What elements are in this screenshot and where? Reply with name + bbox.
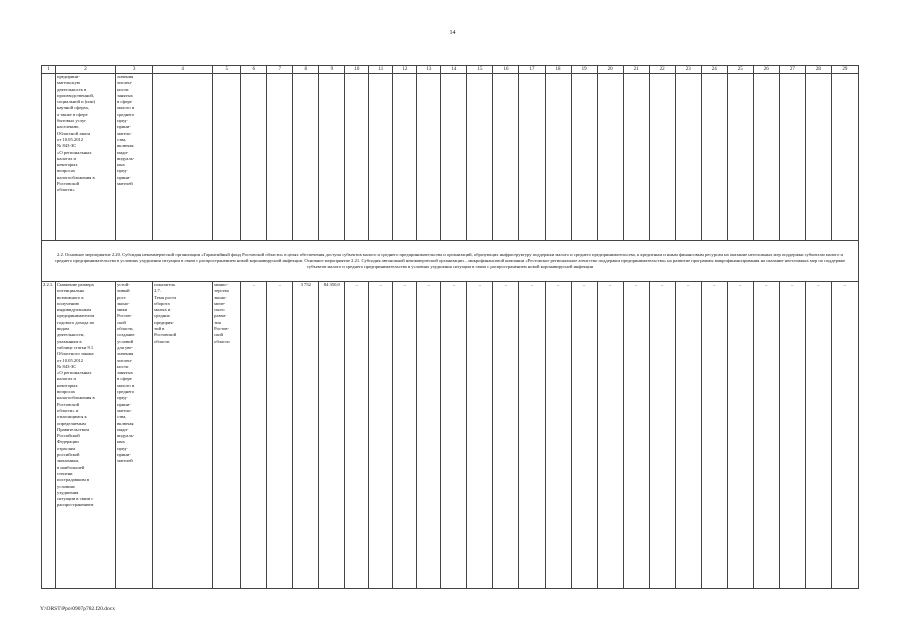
column-header: 6	[241, 66, 267, 74]
table-cell: устой- чивый рост эконо- мики Ростов- ской области, создание условий для уве- личения числен- ности занятых в сфере малого и среднего пред- прини- матель- ства, включая инди- видуаль- ных пред- прини- мателей	[116, 282, 153, 589]
table-cell: –	[393, 282, 417, 589]
column-header: 8	[293, 66, 319, 74]
column-header: 27	[779, 66, 805, 74]
table-cell	[831, 74, 858, 241]
table-cell: Снижение размера потенциально возможного к получению индивидуальным предпринимателем годового дохода по видам деятельности, указанным в таблице статьи 9.1 Областного закона от 10.05.2012 № 843-ЗС «О региональных налогах и некоторых вопросах налогообложения в Ростовской области» и относящимся к определяемым Правительством Российской Федерации отраслям российской экономики, в наибольшей степени пострадавшим в условиях ухудшения ситуации в связи с распространением	[56, 282, 116, 589]
row-number: 2.2.1.	[42, 282, 56, 589]
column-header: 20	[597, 66, 623, 74]
column-header: 10	[345, 66, 369, 74]
table-cell: –	[779, 282, 805, 589]
column-header: 28	[805, 66, 831, 74]
table-cell	[701, 74, 727, 241]
table-cell: –	[241, 282, 267, 589]
table-cell: личения числен- ности занятых в сфере малого и среднего пред- прини- матель- ства, включая инди- видуаль- ных пред- прини- мателей	[116, 74, 153, 241]
table-cell	[779, 74, 805, 241]
column-header: 12	[393, 66, 417, 74]
column-header: 5	[213, 66, 241, 74]
table-cell	[571, 74, 597, 241]
table-cell: предприни- мательскую деятельность в производственной, социальной и (или) научной сферах, а также в сфере бытовых услуг населению, Областной закон от 10.05.2012 № 843-ЗС «О региональных налогах и некоторых вопросах налогообложения в Ростовской области»	[56, 74, 116, 241]
table-cell: –	[701, 282, 727, 589]
table-cell	[345, 74, 369, 241]
table-cell	[467, 74, 493, 241]
table-cell: –	[369, 282, 393, 589]
table-cell: –	[727, 282, 753, 589]
table-cell	[727, 74, 753, 241]
column-header: 18	[545, 66, 571, 74]
column-header: 21	[623, 66, 649, 74]
table-cell	[267, 74, 293, 241]
table-cell	[393, 74, 417, 241]
table-cell	[649, 74, 675, 241]
table-cell	[597, 74, 623, 241]
table-cell	[675, 74, 701, 241]
column-number-row	[42, 66, 859, 74]
table-cell: –	[831, 282, 858, 589]
table-cell	[42, 74, 56, 241]
column-header: 14	[441, 66, 467, 74]
table-cell: –	[493, 282, 519, 589]
column-header: 7	[267, 66, 293, 74]
table-cell	[293, 74, 319, 241]
program-table	[41, 65, 859, 589]
table-cell: –	[597, 282, 623, 589]
table-cell	[545, 74, 571, 241]
column-header: 13	[417, 66, 441, 74]
column-header: 25	[727, 66, 753, 74]
column-header: 1	[42, 66, 56, 74]
table-cell	[153, 74, 213, 241]
column-header: 22	[649, 66, 675, 74]
table-cell	[319, 74, 345, 241]
table-cell: –	[519, 282, 545, 589]
table-cell: минис- терство эконо- миче- ского разви- тия Ростов- ской области	[213, 282, 241, 589]
section-heading: 2.2. Основное мероприятие 2.20. Субсидия некоммерческой организации «Гарантийный фонд Ростовской области» в целях обеспечения доступа субъектов малого и среднего предпринимательства и организаций, образующих инфраструктуру поддержки малого и среднего предпринимательства, к кредитным и иным финансовым ресурсам на оказание неотложных мер поддержки субъектам малого и среднего предпринимательства в условиях ухудшения ситуации в связи с распространением новой коронавирусной инфекции. Основное мероприятие 2.21. Субсидия автономной некоммерческой организации – микрофинансовой компании «Ростовское региональное агентство поддержки предпринимательства» на развитие программы микрофинансирования на оказание неотложных мер по поддержке субъектов малого и среднего предпринимательства в условиях ухудшения ситуации в связи с распространением новой коронавирусной инфекции	[42, 241, 859, 282]
table-cell: –	[345, 282, 369, 589]
section-row	[42, 241, 859, 282]
column-header: 4	[153, 66, 213, 74]
column-header: 9	[319, 66, 345, 74]
column-header: 2	[56, 66, 116, 74]
table-cell: –	[545, 282, 571, 589]
table-cell: –	[441, 282, 467, 589]
table-cell	[805, 74, 831, 241]
table-cell: –	[467, 282, 493, 589]
column-header: 29	[831, 66, 858, 74]
table-cell: –	[417, 282, 441, 589]
table-cell: –	[675, 282, 701, 589]
page-number: 14	[449, 30, 456, 36]
table-cell	[213, 74, 241, 241]
table-cell: –	[571, 282, 597, 589]
column-header: 24	[701, 66, 727, 74]
table-cell: –	[649, 282, 675, 589]
table-cell: –	[623, 282, 649, 589]
table-cell	[241, 74, 267, 241]
table-row	[42, 282, 859, 589]
table-cell	[369, 74, 393, 241]
file-path-footer: Y:\ORST\Ppo\0907p782.f20.docx	[40, 606, 115, 612]
table-cell: 84 350,0	[319, 282, 345, 589]
table-cell: –	[753, 282, 779, 589]
table-cell	[519, 74, 545, 241]
column-header: 17	[519, 66, 545, 74]
column-header: 16	[493, 66, 519, 74]
column-header: 3	[116, 66, 153, 74]
table-cell	[493, 74, 519, 241]
table-cell: 3 752	[293, 282, 319, 589]
column-header: 15	[467, 66, 493, 74]
column-header: 11	[369, 66, 393, 74]
table-cell	[623, 74, 649, 241]
table-row	[42, 74, 859, 241]
table-cell: показатель 2.7. Темп роста оборота малых и средних предприя- тий в Ростовской области	[153, 282, 213, 589]
table-cell: –	[805, 282, 831, 589]
table-cell	[753, 74, 779, 241]
column-header: 26	[753, 66, 779, 74]
column-header: 19	[571, 66, 597, 74]
column-header: 23	[675, 66, 701, 74]
table-cell	[441, 74, 467, 241]
table-cell	[417, 74, 441, 241]
table-cell: –	[267, 282, 293, 589]
